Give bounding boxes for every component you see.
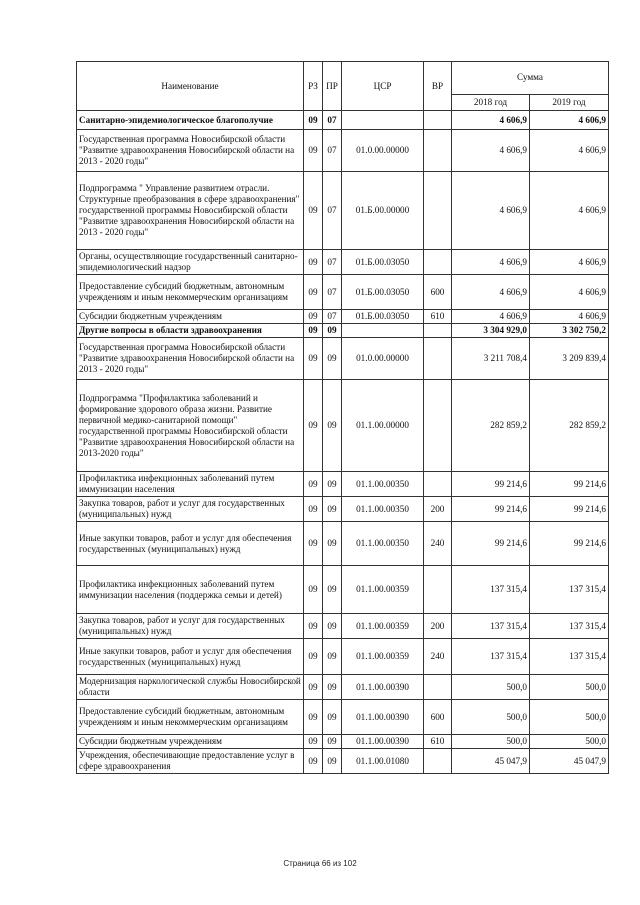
row-pr: 09	[323, 522, 342, 566]
row-rz: 09	[304, 111, 323, 130]
row-csr: 01.1.00.00000	[342, 380, 424, 472]
row-sum-2019: 4 606,9	[530, 130, 609, 172]
row-rz: 09	[304, 380, 323, 472]
row-sum-2019: 99 214,6	[530, 522, 609, 566]
row-sum-2018: 137 315,4	[452, 614, 530, 639]
row-sum-2019: 3 302 750,2	[530, 324, 609, 338]
table-row	[77, 497, 609, 522]
row-csr: 01.1.00.00350	[342, 522, 424, 566]
row-name: Профилактика инфекционных заболеваний путем иммунизации населения (поддержка семьи и детей)	[77, 566, 304, 614]
row-csr: 01.1.00.00359	[342, 639, 424, 675]
row-sum-2019: 4 606,9	[530, 172, 609, 250]
row-name: Предоставление субсидий бюджетным, автономным учреждениям и иным некоммерческим организациям	[77, 275, 304, 310]
row-name: Профилактика инфекционных заболеваний путем иммунизации населения	[77, 472, 304, 497]
header-name: Наименование	[77, 62, 304, 111]
row-sum-2018: 45 047,9	[452, 749, 530, 774]
row-pr: 09	[323, 566, 342, 614]
row-sum-2018: 4 606,9	[452, 310, 530, 324]
row-sum-2019: 45 047,9	[530, 749, 609, 774]
row-pr: 09	[323, 700, 342, 735]
row-pr: 07	[323, 130, 342, 172]
page-footer: Страница 66 из 102	[283, 859, 357, 868]
table-row	[77, 310, 609, 324]
row-name: Закупка товаров, работ и услуг для государственных (муниципальных) нужд	[77, 614, 304, 639]
row-rz: 09	[304, 566, 323, 614]
row-pr: 09	[323, 735, 342, 749]
table-body	[77, 111, 609, 774]
row-vr	[424, 380, 452, 472]
row-vr	[424, 675, 452, 700]
row-name: Органы, осуществляющие государственный санитарно-эпидемиологический надзор	[77, 250, 304, 275]
row-name: Подпрограмма "Профилактика заболеваний и формирование здорового образа жизни. Развитие первичной медико-санитарной помощи" государственной программы Новосибирской области "Развитие здравоохранения Новосибирской области на 2013-2020 годы"	[77, 380, 304, 472]
row-csr: 01.0.00.00000	[342, 338, 424, 380]
row-csr: 01.0.00.00000	[342, 130, 424, 172]
row-sum-2019: 500,0	[530, 735, 609, 749]
row-sum-2018: 137 315,4	[452, 639, 530, 675]
row-rz: 09	[304, 250, 323, 275]
row-name: Учреждения, обеспечивающие предоставление услуг в сфере здравоохранения	[77, 749, 304, 774]
row-csr: 01.1.00.00359	[342, 566, 424, 614]
row-vr	[424, 472, 452, 497]
table-row	[77, 324, 609, 338]
table-row	[77, 522, 609, 566]
row-rz: 09	[304, 310, 323, 324]
row-sum-2019: 500,0	[530, 700, 609, 735]
header-year-2018: 2018 год	[452, 94, 530, 110]
row-sum-2019: 137 315,4	[530, 566, 609, 614]
header-rz: РЗ	[304, 62, 323, 111]
row-sum-2019: 99 214,6	[530, 472, 609, 497]
row-sum-2019: 137 315,4	[530, 614, 609, 639]
row-csr: 01.1.00.01080	[342, 749, 424, 774]
row-rz: 09	[304, 472, 323, 497]
table-row	[77, 700, 609, 735]
row-csr: 01.1.00.00359	[342, 614, 424, 639]
row-rz: 09	[304, 735, 323, 749]
table-row	[77, 172, 609, 250]
row-name: Санитарно-эпидемиологическое благополучие	[77, 111, 304, 130]
header-csr: ЦСР	[342, 62, 424, 111]
row-vr: 200	[424, 614, 452, 639]
table-row	[77, 566, 609, 614]
row-csr: 01.Б.00.03050	[342, 250, 424, 275]
row-name: Предоставление субсидий бюджетным, автономным учреждениям и иным некоммерческим организациям	[77, 700, 304, 735]
table-row	[77, 111, 609, 130]
row-csr: 01.1.00.00390	[342, 735, 424, 749]
row-sum-2018: 99 214,6	[452, 472, 530, 497]
row-sum-2019: 4 606,9	[530, 111, 609, 130]
row-rz: 09	[304, 275, 323, 310]
row-csr: 01.Б.00.03050	[342, 275, 424, 310]
row-vr	[424, 749, 452, 774]
table-row	[77, 639, 609, 675]
row-pr: 09	[323, 338, 342, 380]
row-sum-2019: 4 606,9	[530, 250, 609, 275]
table-row	[77, 735, 609, 749]
row-vr	[424, 250, 452, 275]
row-rz: 09	[304, 522, 323, 566]
row-sum-2018: 500,0	[452, 700, 530, 735]
row-sum-2018: 4 606,9	[452, 250, 530, 275]
table-row	[77, 338, 609, 380]
row-vr	[424, 324, 452, 338]
row-name: Подпрограмма " Управление развитием отрасли. Структурные преобразования в сфере здравоохранения" государственной программы Новосибирской области "Развитие здравоохранения Новосибирской области на 2013 - 2020 годы"	[77, 172, 304, 250]
row-vr: 240	[424, 522, 452, 566]
row-sum-2018: 137 315,4	[452, 566, 530, 614]
row-sum-2019: 3 209 839,4	[530, 338, 609, 380]
row-vr	[424, 566, 452, 614]
row-csr: 01.1.00.00390	[342, 675, 424, 700]
row-rz: 09	[304, 700, 323, 735]
budget-table	[76, 61, 609, 774]
row-pr: 07	[323, 310, 342, 324]
row-name: Иные закупки товаров, работ и услуг для обеспечения государственных (муниципальных) нужд	[77, 639, 304, 675]
row-rz: 09	[304, 639, 323, 675]
row-sum-2018: 99 214,6	[452, 522, 530, 566]
row-vr: 610	[424, 735, 452, 749]
row-rz: 09	[304, 749, 323, 774]
row-name: Закупка товаров, работ и услуг для государственных (муниципальных) нужд	[77, 497, 304, 522]
row-vr: 200	[424, 497, 452, 522]
row-name: Иные закупки товаров, работ и услуг для обеспечения государственных (муниципальных) нужд	[77, 522, 304, 566]
row-csr	[342, 324, 424, 338]
row-rz: 09	[304, 338, 323, 380]
row-sum-2018: 4 606,9	[452, 111, 530, 130]
table-row	[77, 472, 609, 497]
row-vr	[424, 111, 452, 130]
row-pr: 09	[323, 749, 342, 774]
row-name: Государственная программа Новосибирской области "Развитие здравоохранения Новосибирской области на 2013 - 2020 годы"	[77, 130, 304, 172]
row-sum-2018: 99 214,6	[452, 497, 530, 522]
row-sum-2018: 282 859,2	[452, 380, 530, 472]
row-csr: 01.1.00.00350	[342, 497, 424, 522]
row-name: Модернизация наркологической службы Новосибирской области	[77, 675, 304, 700]
row-csr	[342, 111, 424, 130]
row-csr: 01.1.00.00390	[342, 700, 424, 735]
row-pr: 09	[323, 324, 342, 338]
row-sum-2019: 99 214,6	[530, 497, 609, 522]
row-pr: 09	[323, 675, 342, 700]
table-row	[77, 250, 609, 275]
row-pr: 09	[323, 614, 342, 639]
header-vr: ВР	[424, 62, 452, 111]
row-pr: 09	[323, 380, 342, 472]
row-sum-2018: 3 211 708,4	[452, 338, 530, 380]
header-pr: ПР	[323, 62, 342, 111]
row-rz: 09	[304, 172, 323, 250]
row-sum-2019: 4 606,9	[530, 275, 609, 310]
row-sum-2018: 3 304 929,0	[452, 324, 530, 338]
row-rz: 09	[304, 497, 323, 522]
table-row	[77, 130, 609, 172]
row-name: Другие вопросы в области здравоохранения	[77, 324, 304, 338]
row-name: Субсидии бюджетным учреждениям	[77, 310, 304, 324]
row-sum-2018: 500,0	[452, 735, 530, 749]
table-row	[77, 614, 609, 639]
row-sum-2018: 4 606,9	[452, 172, 530, 250]
row-pr: 07	[323, 172, 342, 250]
table-row	[77, 675, 609, 700]
row-csr: 01.1.00.00350	[342, 472, 424, 497]
table-row	[77, 275, 609, 310]
row-vr: 610	[424, 310, 452, 324]
row-pr: 09	[323, 472, 342, 497]
row-sum-2018: 500,0	[452, 675, 530, 700]
table-row	[77, 749, 609, 774]
row-sum-2018: 4 606,9	[452, 275, 530, 310]
table-header	[77, 62, 609, 111]
row-vr	[424, 172, 452, 250]
row-rz: 09	[304, 614, 323, 639]
row-sum-2018: 4 606,9	[452, 130, 530, 172]
row-vr: 600	[424, 275, 452, 310]
header-sum: Сумма	[452, 62, 609, 95]
row-name: Государственная программа Новосибирской области "Развитие здравоохранения Новосибирской области на 2013 - 2020 годы"	[77, 338, 304, 380]
row-sum-2019: 282 859,2	[530, 380, 609, 472]
table-row	[77, 380, 609, 472]
row-sum-2019: 137 315,4	[530, 639, 609, 675]
row-name: Субсидии бюджетным учреждениям	[77, 735, 304, 749]
row-rz: 09	[304, 675, 323, 700]
row-rz: 09	[304, 130, 323, 172]
row-vr: 600	[424, 700, 452, 735]
row-csr: 01.Б.00.00000	[342, 172, 424, 250]
row-sum-2019: 4 606,9	[530, 310, 609, 324]
row-vr	[424, 130, 452, 172]
row-sum-2019: 500,0	[530, 675, 609, 700]
row-rz: 09	[304, 324, 323, 338]
row-pr: 07	[323, 275, 342, 310]
row-vr: 240	[424, 639, 452, 675]
header-year-2019: 2019 год	[530, 94, 609, 110]
row-vr	[424, 338, 452, 380]
row-pr: 09	[323, 639, 342, 675]
row-csr: 01.Б.00.03050	[342, 310, 424, 324]
row-pr: 09	[323, 497, 342, 522]
row-pr: 07	[323, 250, 342, 275]
row-pr: 07	[323, 111, 342, 130]
